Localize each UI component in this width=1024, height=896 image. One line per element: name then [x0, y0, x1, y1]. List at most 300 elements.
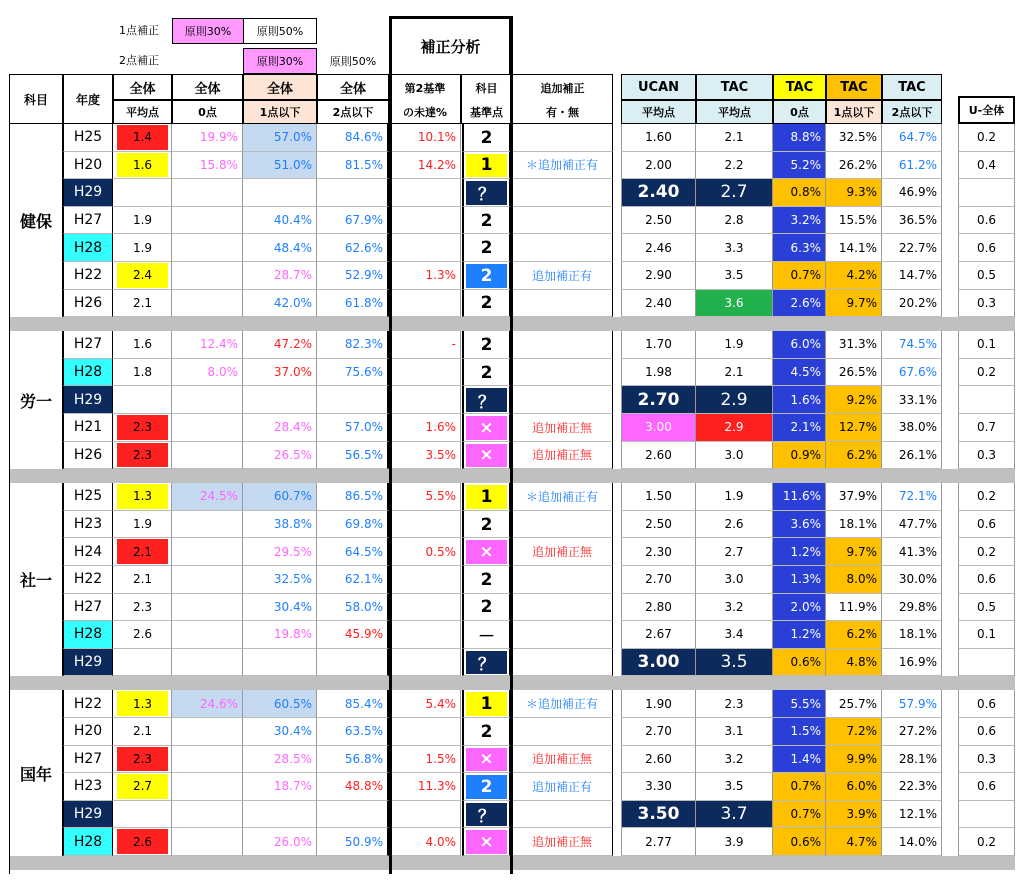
- zero-cell: [172, 290, 243, 318]
- header-second-top: 第2基準: [389, 74, 461, 100]
- header-extra-sub: 有・無: [512, 100, 613, 124]
- u-all-cell: 0.6: [958, 207, 1015, 235]
- two-or-less-cell: 62.1%: [317, 566, 389, 594]
- header-tac4-top: TAC: [882, 74, 942, 100]
- second-criterion-cell: [389, 511, 461, 539]
- header-all3-sub: 1点以下: [243, 100, 317, 124]
- header-tac4-sub: 2点以下: [882, 100, 942, 124]
- zero-cell: [172, 718, 243, 746]
- tac-two-cell: 46.9%: [882, 179, 942, 207]
- zero-cell: [172, 621, 243, 649]
- base-score-value: ×: [466, 540, 507, 564]
- tac-zero-cell: 0.7%: [773, 801, 826, 829]
- year-cell: H25: [63, 124, 113, 152]
- second-criterion-cell: [389, 179, 461, 207]
- u-all-cell: 0.4: [958, 152, 1015, 180]
- base-score-value: －: [478, 627, 495, 647]
- header-year: 年度: [63, 74, 113, 124]
- avg-value: 1.8: [132, 365, 153, 380]
- base-score-value: ？: [466, 651, 507, 675]
- one-or-less-cell: 28.7%: [243, 262, 317, 290]
- year-cell: H28: [63, 359, 113, 387]
- second-criterion-cell: 14.2%: [389, 152, 461, 180]
- zero-cell: [172, 442, 243, 470]
- year-cell: H29: [63, 801, 113, 829]
- header-all3-top: 全体: [243, 74, 317, 100]
- u-all-cell: 0.7: [958, 414, 1015, 442]
- header-tac3-top: TAC: [826, 74, 882, 100]
- u-all-cell: 0.1: [958, 621, 1015, 649]
- tac-two-cell: 41.3%: [882, 538, 942, 566]
- avg-value: 1.3: [117, 691, 168, 716]
- legend-row2-box2: 原則50%: [329, 55, 377, 68]
- one-or-less-cell: 48.4%: [243, 234, 317, 262]
- base-score-value: 2: [466, 775, 507, 799]
- tac-avg-cell: 2.1: [696, 124, 773, 152]
- u-all-cell: 0.6: [958, 718, 1015, 746]
- two-or-less-cell: 56.5%: [317, 442, 389, 470]
- year-cell: H21: [63, 414, 113, 442]
- zero-cell: 24.5%: [172, 483, 243, 511]
- second-criterion-cell: [389, 649, 461, 677]
- year-cell: H23: [63, 511, 113, 539]
- tac-one-cell: 7.2%: [826, 718, 882, 746]
- tac-one-cell: 15.5%: [826, 207, 882, 235]
- avg-value: 1.9: [132, 240, 153, 255]
- one-or-less-cell: [243, 801, 317, 829]
- tac-avg-cell: 2.2: [696, 152, 773, 180]
- header-tac2-top: TAC: [773, 74, 826, 100]
- avg-value: 2.3: [132, 599, 153, 614]
- subject-label-1: 労一: [9, 331, 63, 469]
- tac-one-cell: 4.2%: [826, 262, 882, 290]
- u-all-cell: 0.6: [958, 234, 1015, 262]
- zero-cell: [172, 234, 243, 262]
- tac-one-cell: 3.9%: [826, 801, 882, 829]
- tac-avg-cell: 3.0: [696, 566, 773, 594]
- year-cell: H28: [63, 234, 113, 262]
- tac-two-cell: 14.0%: [882, 828, 942, 856]
- two-or-less-cell: 56.8%: [317, 746, 389, 774]
- year-cell: H27: [63, 594, 113, 622]
- tac-avg-cell: 3.5: [696, 773, 773, 801]
- tac-one-cell: 6.0%: [826, 773, 882, 801]
- two-or-less-cell: 69.8%: [317, 511, 389, 539]
- ucan-avg-cell: 1.90: [621, 690, 696, 718]
- second-criterion-cell: [389, 566, 461, 594]
- tac-two-cell: 67.6%: [882, 359, 942, 387]
- tac-two-cell: 74.5%: [882, 331, 942, 359]
- subject-label-3: 国年: [9, 690, 63, 856]
- extra-correction-cell: [512, 207, 613, 235]
- tac-two-cell: 72.1%: [882, 483, 942, 511]
- tac-zero-cell: 0.9%: [773, 442, 826, 470]
- second-criterion-cell: [389, 386, 461, 414]
- second-criterion-cell: 3.5%: [389, 442, 461, 470]
- tac-avg-cell: 3.2: [696, 746, 773, 774]
- year-cell: H28: [63, 828, 113, 856]
- legend-row2-label: 2点補正: [119, 54, 159, 67]
- tac-one-cell: 26.2%: [826, 152, 882, 180]
- one-or-less-cell: 19.8%: [243, 621, 317, 649]
- two-or-less-cell: 63.5%: [317, 718, 389, 746]
- one-or-less-cell: 29.5%: [243, 538, 317, 566]
- tac-zero-cell: 5.5%: [773, 690, 826, 718]
- extra-correction-cell: [512, 331, 613, 359]
- legend-row1-label: 1点補正: [119, 24, 159, 37]
- tac-two-cell: 30.0%: [882, 566, 942, 594]
- tac-one-cell: 9.7%: [826, 538, 882, 566]
- page-title: 補正分析: [389, 16, 512, 74]
- extra-correction-cell: [512, 179, 613, 207]
- extra-correction-cell: ＊追加補正有: [512, 483, 613, 511]
- tac-zero-cell: 11.6%: [773, 483, 826, 511]
- second-criterion-cell: 4.0%: [389, 828, 461, 856]
- avg-value: [117, 802, 168, 827]
- ucan-avg-cell: 2.60: [621, 746, 696, 774]
- ucan-avg-cell: 2.90: [621, 262, 696, 290]
- one-or-less-cell: 18.7%: [243, 773, 317, 801]
- zero-cell: [172, 538, 243, 566]
- ucan-avg-cell: 2.60: [621, 442, 696, 470]
- year-cell: H27: [63, 331, 113, 359]
- u-all-cell: 0.3: [958, 746, 1015, 774]
- tac-zero-cell: 0.8%: [773, 179, 826, 207]
- ucan-avg-cell: 3.30: [621, 773, 696, 801]
- u-all-cell: 0.2: [958, 124, 1015, 152]
- zero-cell: [172, 594, 243, 622]
- base-score-value: ？: [466, 181, 507, 205]
- one-or-less-cell: 30.4%: [243, 718, 317, 746]
- two-or-less-cell: 64.5%: [317, 538, 389, 566]
- tac-zero-cell: 6.3%: [773, 234, 826, 262]
- header-tac1-top: TAC: [696, 74, 773, 100]
- second-criterion-cell: [389, 594, 461, 622]
- one-or-less-cell: [243, 386, 317, 414]
- one-or-less-cell: 47.2%: [243, 331, 317, 359]
- extra-correction-cell: [512, 801, 613, 829]
- two-or-less-cell: [317, 649, 389, 677]
- second-criterion-cell: [389, 621, 461, 649]
- tac-one-cell: 6.2%: [826, 621, 882, 649]
- tac-one-cell: 6.2%: [826, 442, 882, 470]
- avg-value: 2.6: [132, 627, 153, 642]
- tac-zero-cell: 4.5%: [773, 359, 826, 387]
- header-base-top: 科目: [461, 74, 512, 100]
- tac-avg-cell: 3.6: [696, 290, 773, 318]
- tac-avg-cell: 1.9: [696, 483, 773, 511]
- avg-value: 2.7: [117, 774, 168, 799]
- tac-zero-cell: 1.6%: [773, 386, 826, 414]
- tac-zero-cell: 1.3%: [773, 566, 826, 594]
- ucan-avg-cell: 2.00: [621, 152, 696, 180]
- tac-two-cell: 27.2%: [882, 718, 942, 746]
- zero-cell: [172, 773, 243, 801]
- base-score-value: 2: [480, 569, 493, 590]
- two-or-less-cell: [317, 179, 389, 207]
- one-or-less-cell: 42.0%: [243, 290, 317, 318]
- two-or-less-cell: 52.9%: [317, 262, 389, 290]
- ucan-avg-cell: 2.40: [621, 290, 696, 318]
- tac-zero-cell: 8.8%: [773, 124, 826, 152]
- year-cell: H27: [63, 746, 113, 774]
- avg-value: 2.6: [117, 829, 168, 854]
- extra-correction-cell: [512, 718, 613, 746]
- header-extra-top: 追加補正: [512, 74, 613, 100]
- ucan-avg-cell: 2.50: [621, 511, 696, 539]
- second-criterion-cell: [389, 359, 461, 387]
- divider-outer: [9, 74, 10, 874]
- avg-value: 1.6: [117, 153, 168, 178]
- year-cell: H22: [63, 566, 113, 594]
- ucan-avg-cell: 2.46: [621, 234, 696, 262]
- tac-two-cell: 36.5%: [882, 207, 942, 235]
- tac-avg-cell: 3.7: [696, 801, 773, 829]
- extra-correction-cell: ＊追加補正有: [512, 152, 613, 180]
- avg-value: 1.4: [117, 125, 168, 150]
- avg-value: 2.1: [132, 295, 153, 310]
- one-or-less-cell: 26.0%: [243, 828, 317, 856]
- tac-zero-cell: 0.6%: [773, 828, 826, 856]
- header-all4-sub: 2点以下: [317, 100, 389, 124]
- avg-value: 2.1: [117, 539, 168, 564]
- tac-avg-cell: 3.1: [696, 718, 773, 746]
- tac-two-cell: 26.1%: [882, 442, 942, 470]
- u-all-cell: [958, 801, 1015, 829]
- zero-cell: [172, 386, 243, 414]
- two-or-less-cell: 58.0%: [317, 594, 389, 622]
- tac-avg-cell: 2.9: [696, 386, 773, 414]
- extra-correction-cell: 追加補正無: [512, 414, 613, 442]
- avg-value: 2.1: [132, 724, 153, 739]
- base-score-value: 2: [480, 514, 493, 535]
- year-cell: H22: [63, 262, 113, 290]
- avg-value: 2.4: [117, 263, 168, 288]
- subject-label-2: 社一: [9, 483, 63, 676]
- u-all-cell: [958, 386, 1015, 414]
- tac-one-cell: 8.0%: [826, 566, 882, 594]
- one-or-less-cell: 32.5%: [243, 566, 317, 594]
- tac-two-cell: 28.1%: [882, 746, 942, 774]
- tac-one-cell: 4.8%: [826, 649, 882, 677]
- zero-cell: 24.6%: [172, 690, 243, 718]
- base-score-value: ×: [466, 830, 507, 854]
- legend-row2-box1: 原則30%: [243, 48, 317, 74]
- avg-value: 1.9: [132, 213, 153, 228]
- year-cell: H25: [63, 483, 113, 511]
- second-criterion-cell: 1.6%: [389, 414, 461, 442]
- zero-cell: [172, 414, 243, 442]
- second-criterion-cell: [389, 207, 461, 235]
- tac-zero-cell: 0.7%: [773, 262, 826, 290]
- tac-one-cell: 11.9%: [826, 594, 882, 622]
- header-all2-sub: 0点: [172, 100, 243, 124]
- header-subject: 科目: [9, 74, 63, 124]
- extra-correction-cell: [512, 386, 613, 414]
- tac-zero-cell: 1.4%: [773, 746, 826, 774]
- tac-two-cell: 57.9%: [882, 690, 942, 718]
- second-criterion-cell: [389, 290, 461, 318]
- header-all2-top: 全体: [172, 74, 243, 100]
- zero-cell: 8.0%: [172, 359, 243, 387]
- avg-value: 2.3: [117, 747, 168, 772]
- year-cell: H26: [63, 290, 113, 318]
- base-score-value: 1: [466, 485, 507, 509]
- u-all-cell: 0.5: [958, 262, 1015, 290]
- tac-zero-cell: 2.0%: [773, 594, 826, 622]
- two-or-less-cell: 45.9%: [317, 621, 389, 649]
- extra-correction-cell: ＊追加補正有: [512, 690, 613, 718]
- extra-correction-cell: [512, 359, 613, 387]
- zero-cell: [172, 649, 243, 677]
- header-u-all: U-全体: [958, 96, 1015, 124]
- year-cell: H20: [63, 718, 113, 746]
- tac-two-cell: 14.7%: [882, 262, 942, 290]
- zero-cell: [172, 207, 243, 235]
- extra-correction-cell: [512, 234, 613, 262]
- tac-one-cell: 14.1%: [826, 234, 882, 262]
- second-criterion-cell: 10.1%: [389, 124, 461, 152]
- tac-zero-cell: 3.6%: [773, 511, 826, 539]
- tac-zero-cell: 0.7%: [773, 773, 826, 801]
- second-criterion-cell: [389, 234, 461, 262]
- base-score-value: ？: [466, 388, 507, 412]
- one-or-less-cell: [243, 179, 317, 207]
- ucan-avg-cell: 2.77: [621, 828, 696, 856]
- base-score-value: 2: [480, 127, 493, 148]
- zero-cell: 12.4%: [172, 331, 243, 359]
- base-score-value: ×: [466, 748, 507, 772]
- ucan-avg-cell: 2.70: [621, 386, 696, 414]
- u-all-cell: 0.2: [958, 359, 1015, 387]
- ucan-avg-cell: 2.67: [621, 621, 696, 649]
- u-all-cell: 0.3: [958, 290, 1015, 318]
- u-all-cell: [958, 179, 1015, 207]
- avg-value: 2.3: [117, 443, 168, 468]
- zero-cell: 19.9%: [172, 124, 243, 152]
- zero-cell: [172, 746, 243, 774]
- ucan-avg-cell: 1.98: [621, 359, 696, 387]
- tac-avg-cell: 3.3: [696, 234, 773, 262]
- tac-zero-cell: 2.1%: [773, 414, 826, 442]
- two-or-less-cell: 67.9%: [317, 207, 389, 235]
- tac-avg-cell: 2.9: [696, 414, 773, 442]
- header-all4-top: 全体: [317, 74, 389, 100]
- base-score-value: 2: [480, 334, 493, 355]
- second-criterion-cell: [389, 801, 461, 829]
- tac-one-cell: 12.7%: [826, 414, 882, 442]
- legend-row1-box2: 原則50%: [243, 18, 317, 44]
- header-ucan-sub: 平均点: [621, 100, 696, 124]
- tac-two-cell: 61.2%: [882, 152, 942, 180]
- one-or-less-cell: [243, 649, 317, 677]
- tac-two-cell: 16.9%: [882, 649, 942, 677]
- base-score-value: ×: [466, 416, 507, 440]
- avg-value: 1.6: [132, 337, 153, 352]
- base-score-value: 1: [466, 154, 507, 178]
- header-ucan-top: UCAN: [621, 74, 696, 100]
- tac-two-cell: 47.7%: [882, 511, 942, 539]
- u-all-cell: 0.2: [958, 538, 1015, 566]
- header-tac2-sub: 0点: [773, 100, 826, 124]
- u-all-cell: 0.6: [958, 773, 1015, 801]
- tac-avg-cell: 2.6: [696, 511, 773, 539]
- one-or-less-cell: 60.5%: [243, 690, 317, 718]
- second-criterion-cell: -: [389, 331, 461, 359]
- extra-correction-cell: [512, 594, 613, 622]
- tac-zero-cell: 5.2%: [773, 152, 826, 180]
- base-score-value: 2: [480, 293, 493, 314]
- extra-correction-cell: 追加補正有: [512, 773, 613, 801]
- avg-value: [117, 650, 168, 675]
- tac-zero-cell: 1.2%: [773, 621, 826, 649]
- extra-correction-cell: 追加補正無: [512, 442, 613, 470]
- tac-one-cell: 26.5%: [826, 359, 882, 387]
- tac-one-cell: 4.7%: [826, 828, 882, 856]
- one-or-less-cell: 60.7%: [243, 483, 317, 511]
- one-or-less-cell: 40.4%: [243, 207, 317, 235]
- one-or-less-cell: 37.0%: [243, 359, 317, 387]
- second-criterion-cell: 0.5%: [389, 538, 461, 566]
- avg-value: [117, 387, 168, 412]
- year-cell: H29: [63, 179, 113, 207]
- tac-two-cell: 38.0%: [882, 414, 942, 442]
- tac-one-cell: 37.9%: [826, 483, 882, 511]
- two-or-less-cell: 85.4%: [317, 690, 389, 718]
- base-score-value: ？: [466, 803, 507, 827]
- one-or-less-cell: 30.4%: [243, 594, 317, 622]
- header-all1-sub: 平均点: [113, 100, 172, 124]
- one-or-less-cell: 28.4%: [243, 414, 317, 442]
- ucan-avg-cell: 1.60: [621, 124, 696, 152]
- ucan-avg-cell: 3.00: [621, 649, 696, 677]
- avg-value: 1.9: [132, 517, 153, 532]
- header-tac3-sub: 1点以下: [826, 100, 882, 124]
- base-score-value: 2: [480, 210, 493, 231]
- second-criterion-cell: 11.3%: [389, 773, 461, 801]
- extra-correction-cell: [512, 511, 613, 539]
- zero-cell: [172, 511, 243, 539]
- tac-avg-cell: 3.9: [696, 828, 773, 856]
- second-criterion-cell: 5.4%: [389, 690, 461, 718]
- one-or-less-cell: 57.0%: [243, 124, 317, 152]
- tac-zero-cell: 3.2%: [773, 207, 826, 235]
- avg-value: 1.3: [117, 484, 168, 509]
- extra-correction-cell: [512, 290, 613, 318]
- header-base-sub: 基準点: [461, 100, 512, 124]
- u-all-cell: 0.1: [958, 331, 1015, 359]
- tac-zero-cell: 1.5%: [773, 718, 826, 746]
- two-or-less-cell: 62.6%: [317, 234, 389, 262]
- tac-avg-cell: 2.7: [696, 179, 773, 207]
- extra-correction-cell: [512, 566, 613, 594]
- tac-two-cell: 18.1%: [882, 621, 942, 649]
- two-or-less-cell: [317, 801, 389, 829]
- zero-cell: [172, 262, 243, 290]
- one-or-less-cell: 51.0%: [243, 152, 317, 180]
- legend-row1-box1: 原則30%: [172, 18, 244, 44]
- tac-zero-cell: 6.0%: [773, 331, 826, 359]
- tac-avg-cell: 3.5: [696, 649, 773, 677]
- tac-two-cell: 29.8%: [882, 594, 942, 622]
- extra-correction-cell: [512, 649, 613, 677]
- two-or-less-cell: 82.3%: [317, 331, 389, 359]
- tac-avg-cell: 2.7: [696, 538, 773, 566]
- u-all-cell: [958, 649, 1015, 677]
- year-cell: H27: [63, 207, 113, 235]
- tac-two-cell: 20.2%: [882, 290, 942, 318]
- extra-correction-cell: [512, 124, 613, 152]
